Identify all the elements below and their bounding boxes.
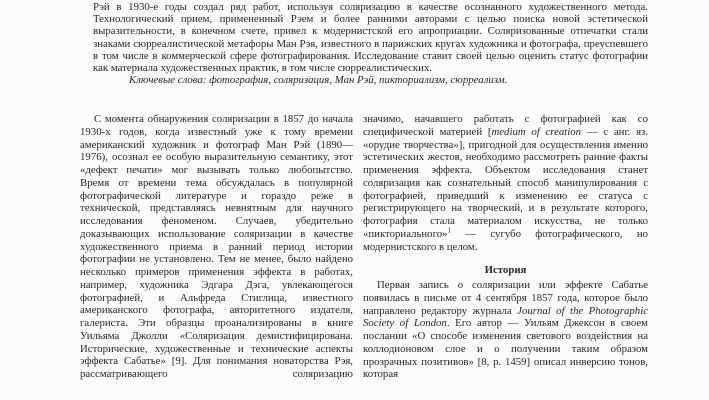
section-heading-history: История [484,264,527,277]
history-paragraph: Первая запись о соляризации или эффекте Сабатье появилась в письме от 4 сентября 1857 года, которое было направлено редактору журнала Journal of the Photographic Society of London. Его автор — Уильям Джексон в своем послании «О способе изменения светового воздействия на коллодионовом слое и о получении таким образом прозрачных позитивов» [8, p. 1459] описал инверсию тонов, которая [363,279,648,381]
left-text-column [80,113,353,400]
body-paragraph-continuation: значимо, начавшего работать с фотографией как со специфической материей [medium of creation — с анг. яз. «орудие творчества»], пригодной для осуществления именно эстетических жестов, необходимо рассмотреть ранние факты применения эффекта. Объектом исследования станет соляризация как сознательный способ манипулирования с фотографией, приведший к изменению ее статуса с регистрирующего на творческий, и в результате которого, фотография стала материалом искусства, не только «пикториального»$^1$ — сугубо фотографического, но модернистского в целом. [363,113,648,253]
keywords-value: фотография, соляризация, Ман Рэй, пикториализм, сюрреализм. [206,74,508,87]
keywords-label: Ключевые слова: [129,74,207,87]
right-text-column [363,113,648,400]
abstract-paragraph: Рэй в 1930-е годы создал ряд работ, используя соляризацию в качестве осознанного художественного метода. Технологический прием, примененный Рэем и более ранними авторами с целью поиска новой эстетической выразительности, в конечном счете, привел к модернистской его апроприации. Соляризованные отпечатки стали знаками сюрреалистической метафоры Ман Рэя, известного в парижских кругах художника и фотографа, преуспевшего в том числе в коммерческой сфере фотографирования. Исследование ставит своей целью оценить статус фотографии как материала художественных практик, в том числе сюрреалистических. [93,1,648,75]
abstract-block [93,1,648,86]
body-paragraph-left: С момента обнаружения соляризации в 1857 до начала 1930-х годов, когда известный уже к тому времени американский художник и фотограф Ман Рэй (1890—1976), осознал ее особую выразительную семантику, этот «дефект печати» мог вызывать только любопытство. Время от времени тема обсуждалась в популярной фотографической литературе и гораздо реже в технической, представляясь невнятным для научного исследования феноменом. Случаев, убедительно доказывающих использование соляризации в качестве художественного приема в ранний период истории фотографии не установлено. Тем не менее, было найдено несколько примеров применения эффекта в работах, например, художника Эдгара Дэга, увлекающегося фотографией, и Альфреда Стиглица, известного американского фотографа, авторитетного издателя, галериста. Эти образцы проанализированы в книге Уильяма Джолли «Соляризация демистифицирована. Исторические, художественные и технические аспекты эффекта Сабатье» [9]. Для понимания новаторства Рэя, рассматривающего соляризацию [80,113,353,380]
keywords-line [93,74,648,86]
